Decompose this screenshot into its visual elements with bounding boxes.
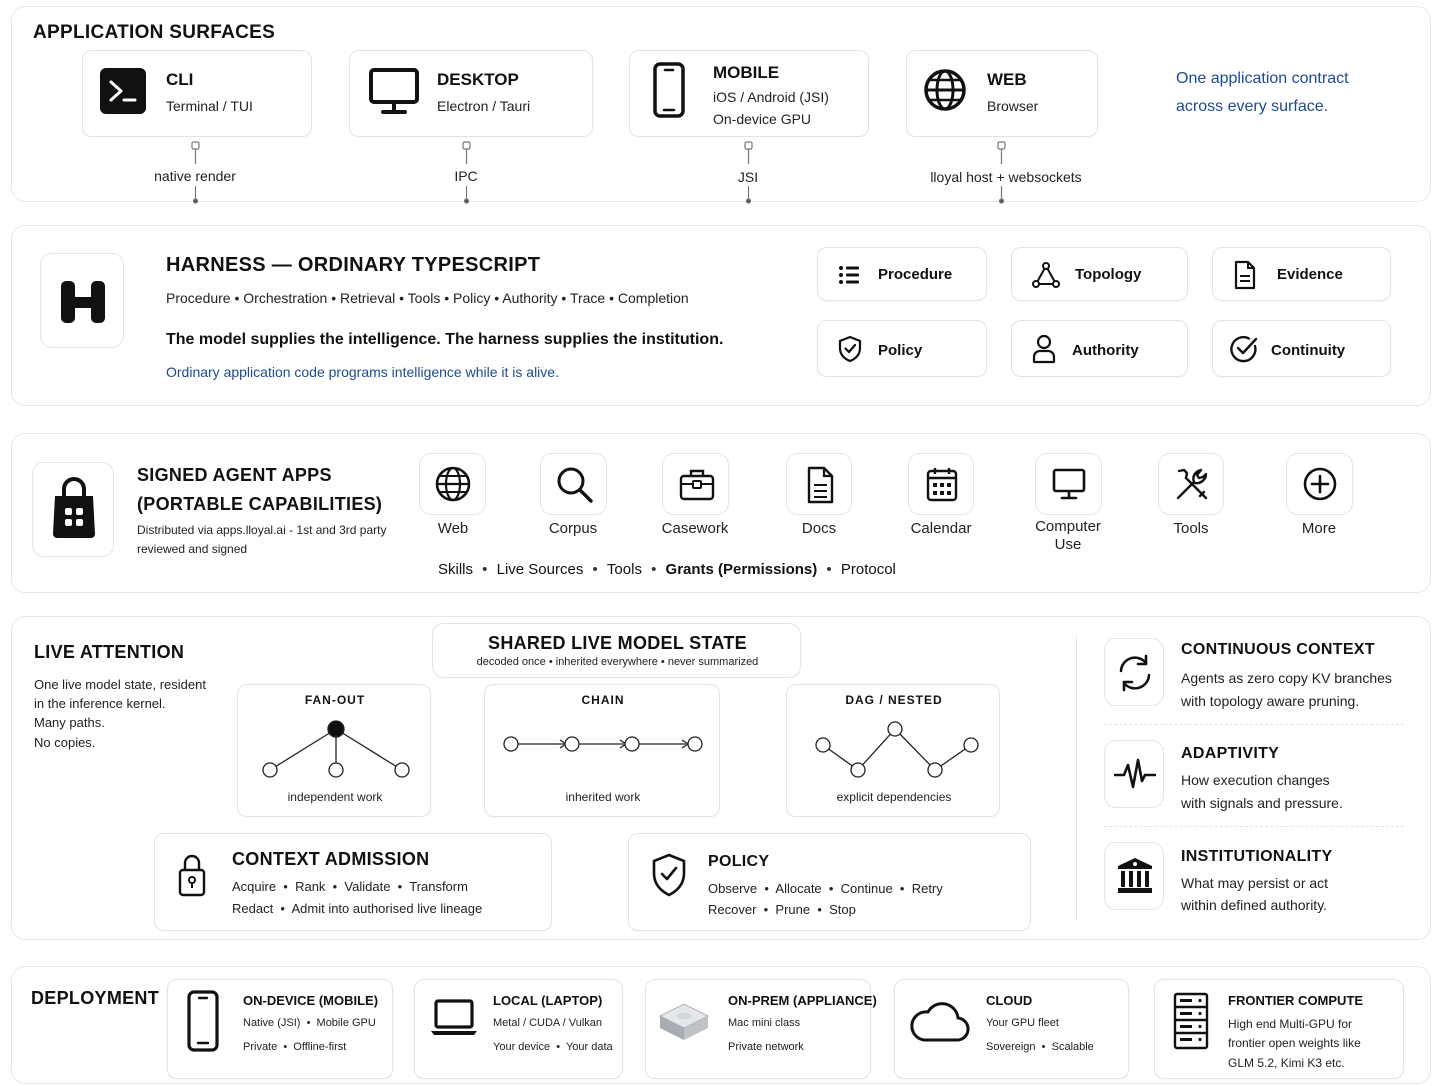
deployment-title: DEPLOYMENT (31, 988, 160, 1008)
phone-icon (652, 62, 686, 118)
monitor-icon (1052, 467, 1086, 501)
deploy-line: Your GPU fleet (986, 1017, 1059, 1029)
apps-title-2: (PORTABLE CAPABILITIES) (137, 494, 383, 514)
side-title: ADAPTIVITY (1181, 745, 1280, 762)
side-title: CONTINUOUS CONTEXT (1181, 641, 1375, 658)
harness-tile-topology[interactable] (1011, 247, 1188, 301)
capability-label-2: Use (1054, 536, 1082, 553)
terminal-icon (99, 67, 147, 115)
harness-tile-authority[interactable] (1011, 320, 1188, 377)
deploy-line-2: Your device • Your data (493, 1041, 613, 1053)
globe-icon (435, 466, 471, 502)
check-circle-icon (1229, 334, 1259, 364)
attention-desc: One live model state, resident (34, 677, 206, 692)
deploy-card-on-prem (645, 979, 877, 1079)
capability-calendar[interactable] (908, 453, 974, 515)
phone-icon (186, 990, 220, 1052)
deploy-card-frontier (1154, 979, 1404, 1079)
tile-label: Topology (1075, 266, 1142, 283)
surface-card-desktop[interactable] (349, 50, 593, 137)
policy-card (628, 833, 1031, 931)
harness-title: HARNESS — ORDINARY TYPESCRIPT (166, 254, 541, 276)
deploy-line-3: GLM 5.2, Kimi K3 etc. (1228, 1056, 1345, 1070)
attention-divider (1076, 636, 1077, 921)
harness-h-icon (60, 280, 106, 324)
capability-tools[interactable] (1158, 453, 1224, 515)
section-title: APPLICATION SURFACES (33, 22, 276, 43)
surface-sub: Electron / Tauri (437, 98, 531, 114)
topology-caption: inherited work (565, 790, 641, 804)
briefcase-icon (679, 467, 715, 501)
admission-line: Acquire • Rank • Validate • Transform (232, 879, 468, 894)
shared-sub: decoded once • inherited everywhere • never summarized (476, 656, 759, 668)
deploy-title: ON-PREM (APPLIANCE) (728, 993, 877, 1008)
side-line: Agents as zero copy KV branches (1181, 670, 1392, 686)
separator: • (822, 561, 836, 578)
tile-label: Procedure (878, 266, 953, 283)
tile-label: Policy (878, 342, 923, 359)
apps-footer (438, 561, 896, 578)
capability-more[interactable] (1286, 453, 1353, 515)
surface-tagline-2: across every surface. (1176, 98, 1329, 115)
surface-card-mobile[interactable] (629, 50, 869, 137)
laptop-icon (430, 998, 478, 1038)
topology-title: DAG / NESTED (845, 693, 943, 707)
deploy-line-2: frontier open weights like (1228, 1036, 1361, 1050)
apps-desc-2: reviewed and signed (137, 542, 248, 556)
harness-items: Procedure • Orchestration • Retrieval • Tools • Policy • Authority • Trace • Completion (166, 290, 689, 306)
deploy-card-local (414, 979, 623, 1079)
apps-footer-item: Protocol (840, 561, 896, 578)
capability-label: Computer (1035, 518, 1101, 535)
surface-sub: Browser (987, 98, 1039, 114)
document-icon (1233, 260, 1257, 290)
deploy-line: Metal / CUDA / Vulkan (493, 1017, 603, 1029)
apps-title-1: SIGNED AGENT APPS (137, 465, 332, 485)
shared-model-state (432, 623, 801, 678)
globe-icon (923, 68, 967, 112)
side-line: What may persist or act (1181, 875, 1329, 891)
connector-label: lloyal host + websockets (930, 169, 1082, 185)
deploy-line-2: Private network (728, 1041, 804, 1053)
search-icon (556, 466, 594, 504)
capability-label: Casework (661, 520, 729, 537)
tile-label: Authority (1072, 342, 1139, 359)
apps-bag-box (32, 462, 114, 557)
policy-title: POLICY (708, 853, 770, 870)
side-line: How execution changes (1181, 772, 1330, 788)
surface-name: CLI (166, 70, 194, 89)
harness-logo (40, 253, 124, 348)
separator: • (646, 561, 661, 578)
policy-line-2: Recover • Prune • Stop (708, 902, 856, 917)
side-icon-box (1104, 842, 1164, 910)
capability-label: Web (437, 520, 469, 537)
harness-statement: The model supplies the intelligence. The harness supplies the institution. (166, 331, 724, 348)
apps-footer-item: Skills (438, 561, 474, 578)
harness-tile-procedure[interactable] (817, 247, 987, 301)
shopping-bag-icon (49, 476, 99, 540)
separator: • (478, 561, 492, 578)
deploy-line-2: Sovereign • Scalable (986, 1041, 1094, 1053)
apps-footer-item: Grants (Permissions) (665, 561, 818, 578)
fan-out-graph (258, 717, 418, 787)
admission-line-2: Redact • Admit into authorised live lineage (232, 901, 483, 916)
separator: • (588, 561, 602, 578)
topology-caption: explicit dependencies (836, 790, 952, 804)
topology-icon (1032, 261, 1060, 289)
side-separator (1104, 724, 1404, 725)
dag-graph (809, 719, 989, 779)
side-line-2: with signals and pressure. (1181, 795, 1343, 811)
connector-label: IPC (454, 168, 478, 184)
surface-tagline: One application contract (1176, 70, 1349, 87)
capability-web[interactable] (419, 453, 486, 515)
tile-label: Evidence (1277, 266, 1343, 283)
deploy-title: LOCAL (LAPTOP) (493, 993, 603, 1008)
attention-desc: No copies. (34, 735, 96, 750)
connector-label: native render (154, 168, 236, 184)
side-separator (1104, 826, 1404, 827)
shared-title: SHARED LIVE MODEL STATE (488, 633, 747, 653)
deploy-line: Mac mini class (728, 1017, 801, 1029)
deploy-title: FRONTIER COMPUTE (1228, 993, 1364, 1008)
context-admission-card (154, 833, 552, 931)
topology-title: FAN-OUT (304, 693, 366, 707)
surface-sub: iOS / Android (JSI) (713, 89, 829, 105)
topology-title: CHAIN (581, 693, 625, 707)
topology-fan-out (237, 684, 431, 817)
refresh-icon (1117, 654, 1153, 692)
deploy-line: Native (JSI) • Mobile GPU (243, 1017, 376, 1029)
deploy-title: ON-DEVICE (MOBILE) (243, 993, 379, 1008)
surface-card-cli[interactable] (82, 50, 312, 137)
deploy-card-cloud (894, 979, 1129, 1079)
capability-corpus[interactable] (540, 453, 607, 515)
capability-label: Docs (801, 520, 837, 537)
chain-graph (500, 729, 710, 759)
topology-chain (484, 684, 720, 817)
surface-name: WEB (987, 70, 1027, 89)
apps-desc-1: Distributed via apps.lloyal.ai - 1st and 3rd party (137, 523, 387, 537)
side-title: INSTITUTIONALITY (1181, 848, 1333, 865)
shield-icon (838, 335, 862, 363)
person-icon (1032, 334, 1056, 364)
document-icon (806, 466, 834, 504)
surface-name: DESKTOP (437, 70, 519, 89)
harness-subline: Ordinary application code programs intelligence while it is alive. (166, 364, 559, 380)
cloud-icon (908, 996, 970, 1044)
pulse-icon (1114, 757, 1156, 793)
admission-title: CONTEXT ADMISSION (232, 849, 430, 869)
attention-desc: Many paths. (34, 715, 105, 730)
side-line-2: with topology aware pruning. (1181, 693, 1360, 709)
monitor-icon (368, 65, 420, 117)
capability-label: Tools (1173, 520, 1209, 537)
side-icon-box (1104, 638, 1164, 706)
harness-tile-continuity[interactable] (1212, 320, 1391, 377)
deploy-card-on-device (167, 979, 393, 1079)
harness-tile-policy[interactable] (817, 320, 987, 377)
capability-label: Calendar (910, 520, 972, 537)
attention-title: LIVE ATTENTION (34, 642, 185, 662)
apps-footer-item: Live Sources (496, 561, 584, 578)
capability-docs[interactable] (786, 453, 852, 515)
apps-footer-item: Tools (606, 561, 642, 578)
capability-casework[interactable] (662, 453, 729, 515)
harness-tile-evidence[interactable] (1212, 247, 1391, 301)
appliance-icon (656, 998, 712, 1046)
deploy-line: High end Multi-GPU for (1228, 1017, 1353, 1031)
shield-check-icon (651, 852, 687, 898)
padlock-icon (177, 852, 207, 898)
policy-line: Observe • Allocate • Continue • Retry (708, 881, 943, 896)
deploy-title: CLOUD (986, 993, 1033, 1008)
surface-name: MOBILE (713, 63, 780, 82)
capability-label: More (1301, 520, 1337, 537)
surface-sub-2: On-device GPU (713, 111, 812, 127)
capability-computer-use[interactable] (1035, 453, 1102, 515)
institution-icon (1116, 857, 1154, 895)
plus-circle-icon (1303, 467, 1337, 501)
surface-sub: Terminal / TUI (166, 98, 253, 114)
calendar-icon (926, 466, 958, 502)
server-rack-icon (1173, 992, 1209, 1050)
side-icon-box (1104, 740, 1164, 808)
capability-label: Corpus (548, 520, 598, 537)
deploy-line-2: Private • Offline-first (243, 1041, 347, 1053)
tools-icon (1174, 466, 1210, 502)
topology-dag (786, 684, 1000, 817)
attention-desc: in the inference kernel. (34, 696, 166, 711)
list-icon (838, 264, 860, 286)
surface-card-web[interactable] (906, 50, 1098, 137)
side-line-2: within defined authority. (1181, 897, 1328, 913)
topology-caption: independent work (287, 790, 383, 804)
connector-label: JSI (737, 169, 759, 185)
tile-label: Continuity (1271, 342, 1346, 359)
